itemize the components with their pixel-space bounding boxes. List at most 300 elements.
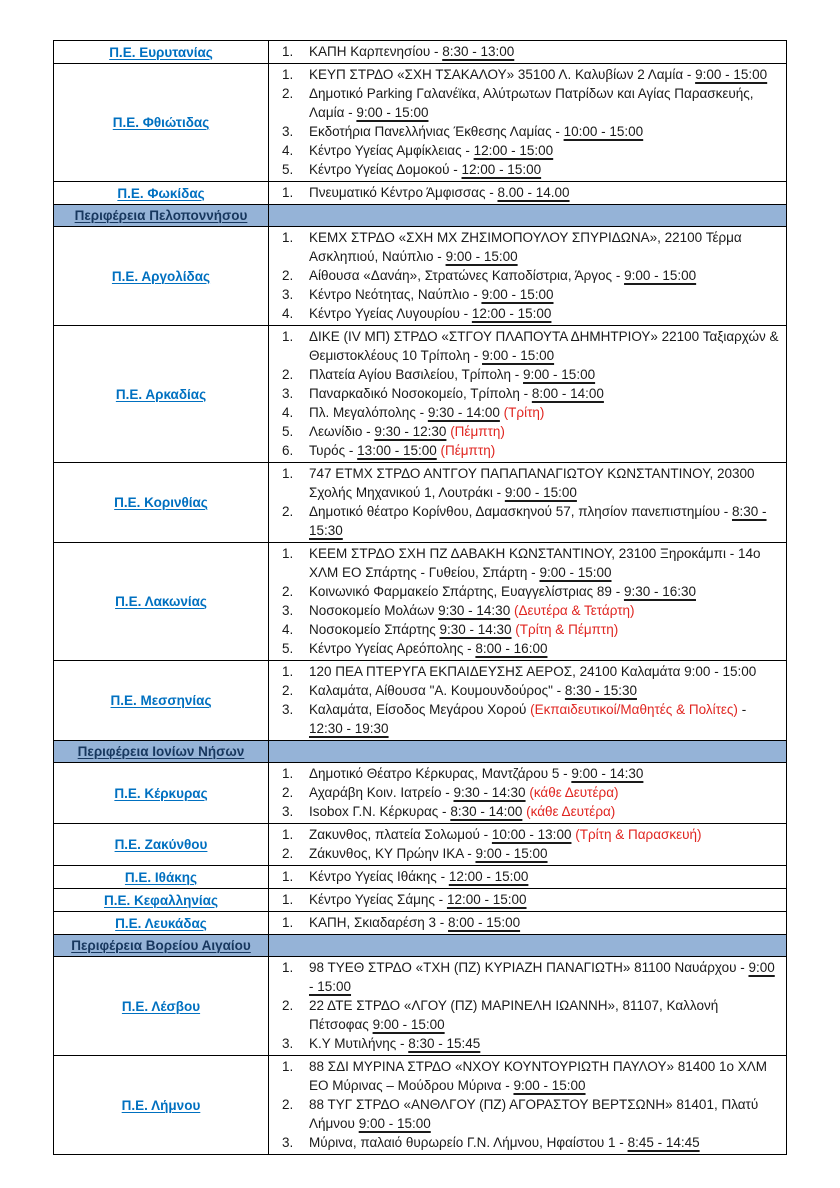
location-list [269,1056,786,1154]
locations-cell [269,866,787,889]
location-item [282,403,780,422]
item-text [309,662,780,681]
item-text [309,183,780,202]
location-text: Κέντρο Υγείας Λυγουρίου - [309,306,472,321]
location-item [282,844,780,863]
location-text: Πλ. Μεγαλόπολης - [309,405,428,420]
item-number: 2. [282,998,294,1013]
location-item [282,700,780,738]
location-list [269,64,786,181]
location-item [282,958,780,996]
item-number: 2. [282,1097,294,1112]
item-text [309,441,780,460]
item-text [309,802,780,821]
location-item [282,42,780,61]
location-text: Πλατεία Αγίου Βασιλείου, Τρίπολη - [309,367,524,382]
time-range: 9:00 - 15:00 [695,67,768,82]
item-number: 1. [282,869,294,884]
region-label: Π.Ε. Λήμνου [121,1097,201,1113]
region-label-cell [54,182,269,205]
item-number: 3. [282,804,294,819]
location-item [282,141,780,160]
item-text [309,700,780,738]
time-range: 9:00 - 15:00 [513,1078,586,1093]
region-row [54,866,787,889]
region-row [54,957,787,1056]
region-label: Π.Ε. Λακωνίας [115,594,207,609]
region-label-cell [54,912,269,935]
time-range: 9:30 - 14:30 [438,603,511,618]
item-text [309,582,780,601]
item-text [309,1034,780,1053]
item-text [309,327,780,365]
time-range: 12:30 - 19:30 [309,721,389,736]
item-number: 1. [282,329,294,344]
item-number: 3. [282,386,294,401]
item-number: 3. [282,1135,294,1150]
location-list [269,866,786,888]
time-range: 9:00 - 15:00 [504,485,577,500]
location-item [282,1133,780,1152]
region-label-cell [54,763,269,824]
item-text [309,890,780,909]
locations-cell [269,824,787,866]
location-text: Δημοτικό Parking Γαλανέϊκα, Αλύτρωτων Πατρίδων και Αγίας Παρασκευής, Λαμία - [309,86,754,120]
location-text: ΚΕΜΧ ΣΤΡΔΟ «ΣΧΗ ΜΧ ΖΗΣΙΜΟΠΟΥΛΟΥ ΣΠΥΡΙΔΩΝΑ», 22100 Τέρμα Ασκληπιού, Ναύπλιο - [309,230,742,264]
time-range: 10:00 - 15:00 [563,124,644,139]
locations-cell [269,41,787,64]
time-range: 9:00 - 14:30 [571,766,644,781]
region-row [54,661,787,741]
item-number: 1. [282,892,294,907]
region-label-cell [54,463,269,543]
item-text [309,1057,780,1095]
item-number: 1. [282,915,294,930]
item-number: 1. [282,960,294,975]
day-annotation: (Εκπαιδευτικοί/Μαθητές & Πολίτες) [530,702,738,717]
location-item [282,384,780,403]
item-number: 1. [282,766,294,781]
region-label-cell [54,326,269,463]
item-number: 1. [282,230,294,245]
item-number: 4. [282,143,294,158]
day-annotation: (Τρίτη & Πέμπτη) [515,622,619,637]
item-text [309,764,780,783]
region-label: Π.Ε. Αρκαδίας [115,386,207,402]
item-number: 1. [282,546,294,561]
region-row [54,326,787,463]
section-label: Περιφέρεια Βορείου Αιγαίου [71,938,251,953]
location-text: Νοσοκομείο Μολάων [309,603,439,618]
locations-cell [269,763,787,824]
time-range: 8:00 - 14:00 [531,386,604,401]
location-item [282,304,780,323]
day-annotation: (Δευτέρα & Τετάρτη) [513,603,635,618]
region-label: Π.Ε. Κεφαλληνίας [104,892,218,908]
location-text: Ζακυνθος, πλατεία Σολωμού - [309,827,492,842]
location-item [282,285,780,304]
item-number: 4. [282,405,294,420]
location-item [282,913,780,932]
location-item [282,441,780,460]
time-range: 9:00 - 15:00 [358,1116,431,1131]
time-range: 8:30 - 15:30 [309,504,767,538]
item-text [309,1095,780,1133]
location-text: 22 ΔΤΕ ΣΤΡΔΟ «ΛΓΟΥ (ΠΖ) ΜΑΡΙΝΕΛΗ ΙΩΑΝΝΗ», 81107, Καλλονή Πέτσοφας [309,998,719,1032]
item-text [309,285,780,304]
location-item [282,464,780,502]
item-number: 1. [282,664,294,679]
location-text: - [737,702,747,717]
item-number: 1. [282,466,294,481]
location-item [282,122,780,141]
location-item [282,544,780,582]
location-item [282,996,780,1034]
locations-cell [269,463,787,543]
item-number: 4. [282,306,294,321]
location-item [282,802,780,821]
location-text: ΚΕΥΠ ΣΤΡΔΟ «ΣΧΗ ΤΣΑΚΑΛΟΥ» 35100 Λ. Καλυβίων 2 Λαμία - [309,67,696,82]
time-range: 8:30 - 13:00 [442,44,515,59]
item-text [309,122,780,141]
region-row [54,763,787,824]
time-range: 9:30 - 12:30 [374,424,447,439]
item-text [309,544,780,582]
location-list [269,41,786,63]
item-text [309,639,780,658]
region-label: Π.Ε. Κέρκυρας [114,785,208,801]
time-range: 12:00 - 15:00 [448,869,529,884]
section-row [54,741,787,763]
item-text [309,620,780,639]
location-text: 88 ΣΔΙ ΜΥΡΙΝΑ ΣΤΡΔΟ «ΝΧΟΥ ΚΟΥΝΤΟΥΡΙΩΤΗ ΠΑΥΛΟΥ» 81400 1ο ΧΛΜ ΕΟ Μύρινας – Μούδρου Μύρινα - [309,1059,768,1093]
section-empty-cell [269,741,787,763]
item-text [309,266,780,285]
item-text [309,365,780,384]
item-number: 2. [282,367,294,382]
time-range: 13:00 - 15:00 [357,443,437,458]
time-range: 9:30 - 16:30 [623,584,696,599]
location-item [282,422,780,441]
location-text: 88 ΤΥΓ ΣΤΡΔΟ «ΑΝΘΛΓΟΥ (ΠΖ) ΑΓΟΡΑΣΤΟΥ ΒΕΡΤΣΩΝΗ» 81401, Πλατύ Λήμνου [309,1097,759,1131]
item-text [309,783,780,802]
location-text: Isobox Γ.Ν. Κέρκυρας - [309,804,451,819]
item-text [309,304,780,323]
region-label: Π.Ε. Μεσσηνίας [110,693,212,708]
location-text: Κέντρο Νεότητας, Ναύπλιο - [309,287,482,302]
item-number: 5. [282,424,294,439]
region-row [54,1056,787,1155]
location-text: Κέντρο Υγείας Σάμης - [309,892,447,907]
location-text: Κέντρο Υγείας Αρεόπολης - [309,641,476,656]
time-range: 8:30 - 15:45 [408,1036,481,1051]
location-item [282,1057,780,1095]
section-empty-cell [269,935,787,957]
item-number: 3. [282,287,294,302]
region-label: Π.Ε. Αργολίδας [111,268,211,284]
region-label: Π.Ε. Φωκίδας [117,185,205,201]
locations-cell [269,1056,787,1155]
location-list [269,763,786,823]
time-range: 9:00 - 15:00 [624,268,697,283]
location-text: Αχαράβη Κοιν. Ιατρείο - [309,785,454,800]
time-range: 12:00 - 15:00 [446,892,527,907]
location-text: Μύρινα, παλαιό θυρωρείο Γ.Ν. Λήμνου, Ηφαίστου 1 - [309,1135,628,1150]
location-item [282,825,780,844]
time-range: 9:00 - 15:00 [539,565,612,580]
day-annotation: (κάθε Δευτέρα) [526,804,616,819]
time-range: 12:00 - 15:00 [473,143,554,158]
item-number: 1. [282,67,294,82]
region-label: Π.Ε. Κορινθίας [114,495,208,510]
location-text: 747 ΕΤΜΧ ΣΤΡΔΟ ΑΝΤΓΟΥ ΠΑΠΑΠΑΝΑΓΙΩΤΟΥ ΚΩΝΣΤΑΝΤΙΝΟΥ, 20300 Σχολής Μηχανικού 1, Λουτράκι - [309,466,755,500]
item-text [309,84,780,122]
location-item [282,582,780,601]
location-list [269,889,786,911]
location-text: ΚΑΠΗ Καρπενησίου - [309,44,443,59]
location-list [269,543,786,660]
item-number: 4. [282,622,294,637]
region-row [54,182,787,205]
region-label: Π.Ε. Λέσβου [121,998,201,1014]
location-text: Κέντρο Υγείας Ιθάκης - [309,869,449,884]
locations-cell [269,889,787,912]
location-text: Κοινωνικό Φαρμακείο Σπάρτης, Ευαγγελίστριας 89 - [309,584,624,599]
item-number: 3. [282,702,294,717]
location-item [282,1034,780,1053]
schedule-table-body [54,41,787,1155]
location-item [282,681,780,700]
day-annotation: (Τρίτη) [503,405,545,420]
item-text [309,403,780,422]
day-annotation: (Τρίτη & Παρασκευή) [575,827,702,842]
item-text [309,996,780,1034]
locations-cell [269,957,787,1056]
region-row [54,889,787,912]
time-range: 9:00 - 15:00 [445,249,518,264]
location-item [282,365,780,384]
location-item [282,639,780,658]
time-range: 9:00 - 15:00 [482,348,555,363]
day-annotation: (Πέμπτη) [440,443,496,458]
time-range: 8.00 - 14.00 [497,185,570,200]
item-text [309,141,780,160]
location-text: Εκδοτήρια Πανελλήνιας Έκθεσης Λαμίας - [309,124,564,139]
location-list [269,824,786,865]
locations-cell [269,912,787,935]
item-text [309,42,780,61]
section-empty-cell [269,205,787,227]
location-list [269,326,786,462]
section-row [54,935,787,957]
location-item [282,662,780,681]
item-text [309,844,780,863]
location-text: Καλαμάτα, Είσοδος Μεγάρου Χορού [309,702,531,717]
time-range: 8:00 - 16:00 [475,641,548,656]
location-item [282,266,780,285]
time-range: 8:00 - 15:00 [448,915,521,930]
region-label: Π.Ε. Λευκάδας [115,915,207,931]
location-text: Αίθουσα «Δανάη», Στρατώνες Καποδίστρια, Άργος - [309,268,625,283]
locations-cell [269,543,787,661]
region-label: Π.Ε. Ευρυτανίας [109,44,213,60]
region-label-cell [54,661,269,741]
locations-cell [269,326,787,463]
section-label-cell [54,935,269,957]
item-number: 1. [282,44,294,59]
time-range: 9:00 - 15:00 [475,846,548,861]
time-range: 9:00 - 15:00 [356,105,429,120]
item-number: 2. [282,86,294,101]
location-text: Δημοτικό θέατρο Κορίνθου, Δαμασκηνού 57, πλησίον πανεπιστημίου - [309,504,732,519]
location-text: Παναρκαδικό Νοσοκομείο, Τρίπολη - [309,386,532,401]
location-item [282,783,780,802]
region-row [54,41,787,64]
item-text [309,502,780,540]
location-item [282,228,780,266]
item-number: 1. [282,185,294,200]
section-label: Περιφέρεια Ιονίων Νήσων [77,744,245,759]
location-text: ΚΑΠΗ, Σκιαδαρέση 3 - [309,915,449,930]
item-text [309,464,780,502]
location-text: Κ.Υ Μυτιλήνης - [309,1036,409,1051]
locations-cell [269,661,787,741]
item-number: 5. [282,162,294,177]
region-label: Π.Ε. Ζακύνθου [114,837,208,852]
item-number: 1. [282,1059,294,1074]
location-text: Ζάκυνθος, ΚΥ Πρώην ΙΚΑ - [309,846,476,861]
region-label: Π.Ε. Ιθάκης [124,869,198,885]
item-text [309,913,780,932]
location-text: Δημοτικό Θέατρο Κέρκυρας, Μαντζάρου 5 - [309,766,572,781]
location-item [282,620,780,639]
time-range: 9:00 - 15:00 [372,1017,445,1032]
location-list [269,912,786,934]
location-item [282,890,780,909]
location-item [282,84,780,122]
locations-cell [269,182,787,205]
location-item [282,1095,780,1133]
item-number: 2. [282,785,294,800]
location-text: Πνευματικό Κέντρο Άμφισσας - [309,185,498,200]
locations-cell [269,64,787,182]
location-item [282,65,780,84]
item-number: 2. [282,846,294,861]
location-item [282,601,780,620]
region-row [54,824,787,866]
item-number: 2. [282,683,294,698]
region-row [54,463,787,543]
item-text [309,65,780,84]
item-text [309,1133,780,1152]
item-text [309,228,780,266]
item-number: 3. [282,1036,294,1051]
item-text [309,958,780,996]
time-range: 9:30 - 14:30 [453,785,526,800]
time-range: 9:00 - 15:00 [523,367,596,382]
locations-cell [269,227,787,326]
location-text: Κέντρο Υγείας Δομοκού - [309,162,462,177]
region-row [54,912,787,935]
item-number: 2. [282,504,294,519]
region-label-cell [54,889,269,912]
region-label-cell [54,227,269,326]
region-row [54,227,787,326]
item-text [309,160,780,179]
time-range: 8:30 - 14:00 [450,804,523,819]
section-label: Περιφέρεια Πελοποννήσου [74,208,248,223]
location-list [269,182,786,204]
item-number: 3. [282,124,294,139]
item-text [309,422,780,441]
day-annotation: (Πέμπτη) [450,424,505,439]
time-range: 8:30 - 15:30 [564,683,637,698]
location-text: Λεωνίδιο - [309,424,375,439]
location-text: 98 ΤΥΕΘ ΣΤΡΔΟ «ΤΧΗ (ΠΖ) ΚΥΡΙΑΖΗ ΠΑΝΑΓΙΩΤΗ» 81100 Ναυάρχου - [309,960,749,975]
location-item [282,867,780,886]
time-range: 9:00 - 15:00 [481,287,554,302]
location-item [282,160,780,179]
location-text: Κέντρο Υγείας Αμφίκλειας - [309,143,474,158]
time-range: 10:00 - 13:00 [491,827,572,842]
section-row [54,205,787,227]
time-range: 9:30 - 14:00 [427,405,500,420]
item-number: 2. [282,268,294,283]
item-number: 2. [282,584,294,599]
time-range: 12:00 - 15:00 [461,162,542,177]
time-range: 9:00 - 15:00 [309,960,775,994]
location-list [269,661,786,740]
time-range: 12:00 - 15:00 [471,306,552,321]
time-range: 8:45 - 14:45 [627,1135,700,1150]
location-text: ΔΙΚΕ (ΙV ΜΠ) ΣΤΡΔΟ «ΣΤΓΟΥ ΠΛΑΠΟΥΤΑ ΔΗΜΗΤΡΙΟΥ» 22100 Ταξιαρχών & Θεμιστοκλέους 10 Τρίπολη - [309,329,779,363]
item-number: 6. [282,443,294,458]
location-list [269,957,786,1055]
location-text: Νοσοκομείο Σπάρτης [309,622,440,637]
location-text: 120 ΠΕΑ ΠΤΕΡΥΓΑ ΕΚΠΑΙΔΕΥΣΗΣ ΑΕΡΟΣ, 24100 Καλαμάτα 9:00 - 15:00 [309,664,757,679]
location-list [269,227,786,325]
item-text [309,601,780,620]
location-text: ΚΕΕΜ ΣΤΡΔΟ ΣΧΗ ΠΖ ΔΑΒΑΚΗ ΚΩΝΣΤΑΝΤΙΝΟΥ, 23100 Ξηροκάμπι - 14ο ΧΛΜ ΕΟ Σπάρτης - Γυθείου, Σπάρτη - [309,546,761,580]
region-label-cell [54,957,269,1056]
region-label: Π.Ε. Φθιώτιδας [112,115,210,130]
region-label-cell [54,824,269,866]
section-label-cell [54,205,269,227]
region-label-cell [54,64,269,182]
location-text: Τυρός - [309,443,358,458]
section-label-cell [54,741,269,763]
location-list [269,463,786,542]
schedule-table [53,40,787,1155]
location-item [282,502,780,540]
location-item [282,764,780,783]
item-text [309,825,780,844]
location-item [282,327,780,365]
region-label-cell [54,543,269,661]
time-range: 9:30 - 14:30 [439,622,512,637]
region-label-cell [54,866,269,889]
region-row [54,543,787,661]
item-number: 3. [282,603,294,618]
item-number: 5. [282,641,294,656]
region-label-cell [54,41,269,64]
item-text [309,384,780,403]
region-row [54,64,787,182]
region-label-cell [54,1056,269,1155]
location-text: Καλαμάτα, Αίθουσα "Α. Κουμουνδούρος" - [309,683,565,698]
item-number: 1. [282,827,294,842]
day-annotation: (κάθε Δευτέρα) [529,785,619,800]
